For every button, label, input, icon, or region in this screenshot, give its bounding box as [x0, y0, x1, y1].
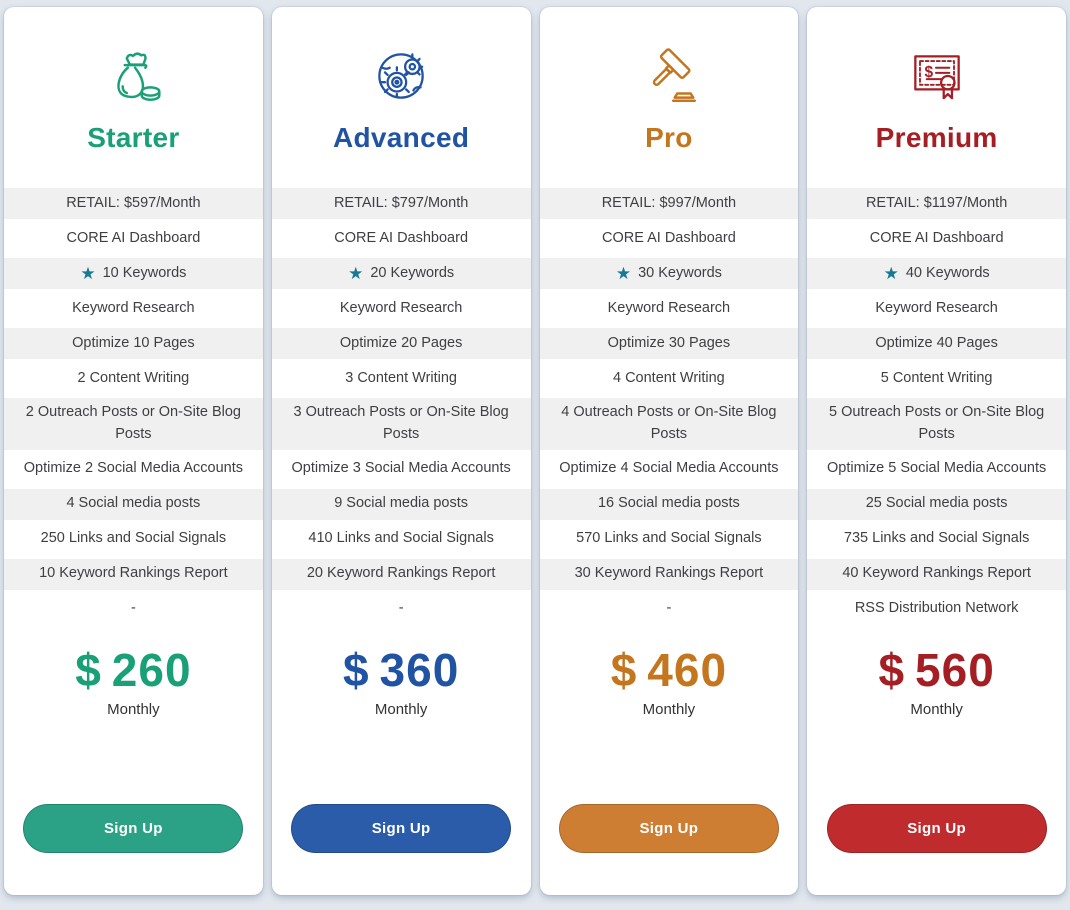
feature-row: 10 Keyword Rankings Report	[4, 557, 263, 592]
feature-row: Optimize 4 Social Media Accounts	[559, 460, 779, 477]
certificate-icon	[904, 43, 970, 109]
feature-row: CORE AI Dashboard	[334, 229, 469, 246]
plan-title: Starter	[87, 122, 180, 153]
plan-card-starter	[4, 7, 263, 895]
gears-globe-icon	[368, 43, 434, 109]
price-block	[4, 643, 263, 718]
price-currency: $	[878, 643, 906, 696]
price-amount: 260	[111, 643, 192, 696]
plan-title: Advanced	[333, 122, 470, 153]
plan-card-advanced	[272, 7, 531, 895]
plan-header	[540, 7, 799, 154]
feature-list	[4, 186, 263, 627]
price	[540, 643, 799, 697]
plan-card-pro	[540, 7, 799, 895]
gavel-icon	[636, 43, 702, 109]
feature-row: 30 Keyword Rankings Report	[540, 557, 799, 592]
plan-title: Pro	[645, 122, 693, 153]
signup-button[interactable]: Sign Up	[291, 804, 511, 853]
price-period: Monthly	[107, 700, 160, 718]
price-currency: $	[75, 643, 102, 696]
price-block	[540, 643, 799, 718]
price-block	[807, 643, 1066, 718]
feature-row: ★ 30 Keywords	[540, 256, 799, 291]
feature-row: RETAIL: $597/Month	[4, 186, 263, 221]
star-icon: ★	[80, 264, 96, 283]
signup-button[interactable]: Sign Up	[23, 804, 243, 853]
feature-row: 4 Social media posts	[4, 487, 263, 522]
feature-row: Optimize 30 Pages	[540, 326, 799, 361]
star-icon: ★	[883, 264, 899, 283]
price-block	[272, 643, 531, 718]
price-currency: $	[610, 643, 638, 696]
feature-row: 3 Outreach Posts or On-Site Blog Posts	[272, 396, 531, 452]
feature-row: 40 Keyword Rankings Report	[807, 557, 1066, 592]
feature-row: CORE AI Dashboard	[601, 229, 736, 246]
feature-row: 20 Keyword Rankings Report	[272, 557, 531, 592]
feature-row: RSS Distribution Network	[854, 600, 1019, 617]
feature-row: RETAIL: $997/Month	[540, 186, 799, 221]
feature-row: 9 Social media posts	[272, 487, 531, 522]
feature-row: 5 Outreach Posts or On-Site Blog Posts	[807, 396, 1066, 452]
feature-row: Keyword Research	[72, 299, 195, 316]
feature-row: Optimize 20 Pages	[272, 326, 531, 361]
feature-row: 570 Links and Social Signals	[576, 530, 762, 547]
price	[807, 643, 1066, 697]
feature-row: -	[398, 600, 404, 617]
feature-row: ★ 10 Keywords	[4, 256, 263, 291]
price	[272, 643, 531, 697]
feature-row: 4 Outreach Posts or On-Site Blog Posts	[540, 396, 799, 452]
signup-button[interactable]: Sign Up	[559, 804, 779, 853]
feature-list	[540, 186, 799, 627]
feature-row: Optimize 40 Pages	[807, 326, 1066, 361]
feature-row: RETAIL: $797/Month	[272, 186, 531, 221]
feature-row: -	[666, 600, 672, 617]
svg-text:$: $	[924, 64, 933, 82]
price-period: Monthly	[642, 700, 696, 718]
feature-row: Keyword Research	[607, 299, 731, 316]
signup-button[interactable]: Sign Up	[827, 804, 1047, 853]
feature-row: Optimize 5 Social Media Accounts	[827, 460, 1047, 477]
money-bag-icon	[100, 43, 166, 109]
star-icon: ★	[348, 264, 364, 283]
feature-row: 3 Content Writing	[345, 369, 457, 386]
price-amount: 360	[379, 643, 460, 696]
feature-row: 5 Content Writing	[880, 369, 993, 386]
plan-header	[272, 7, 531, 154]
feature-list	[272, 186, 531, 627]
feature-row: Keyword Research	[339, 299, 463, 316]
feature-row: ★ 40 Keywords	[807, 256, 1066, 291]
feature-row: RETAIL: $1197/Month	[807, 186, 1066, 221]
price-amount: 560	[915, 643, 995, 696]
plan-title: Premium	[875, 122, 998, 153]
feature-row: Optimize 2 Social Media Accounts	[23, 460, 243, 477]
price-amount: 460	[647, 643, 728, 696]
plan-header	[807, 7, 1066, 154]
star-icon: ★	[615, 264, 632, 283]
feature-row: 735 Links and Social Signals	[843, 530, 1030, 547]
feature-row: 250 Links and Social Signals	[40, 530, 227, 547]
price-currency: $	[342, 643, 370, 696]
feature-row: 2 Outreach Posts or On-Site Blog Posts	[4, 396, 263, 452]
feature-row: 25 Social media posts	[807, 487, 1066, 522]
feature-list	[807, 186, 1066, 627]
feature-row: -	[130, 600, 136, 617]
feature-row: CORE AI Dashboard	[66, 229, 201, 246]
price-period: Monthly	[910, 700, 963, 718]
feature-row: Optimize 3 Social Media Accounts	[291, 460, 511, 477]
feature-row: CORE AI Dashboard	[869, 229, 1004, 246]
feature-row: 16 Social media posts	[540, 487, 799, 522]
plan-card-premium	[807, 7, 1066, 895]
feature-row: Optimize 10 Pages	[4, 326, 263, 361]
price	[4, 643, 263, 697]
price-period: Monthly	[374, 700, 428, 718]
feature-row: 2 Content Writing	[77, 369, 190, 386]
feature-row: ★ 20 Keywords	[272, 256, 531, 291]
plan-header	[4, 7, 263, 154]
feature-row: 410 Links and Social Signals	[308, 530, 494, 547]
feature-row: 4 Content Writing	[612, 369, 725, 386]
feature-row: Keyword Research	[875, 299, 998, 316]
